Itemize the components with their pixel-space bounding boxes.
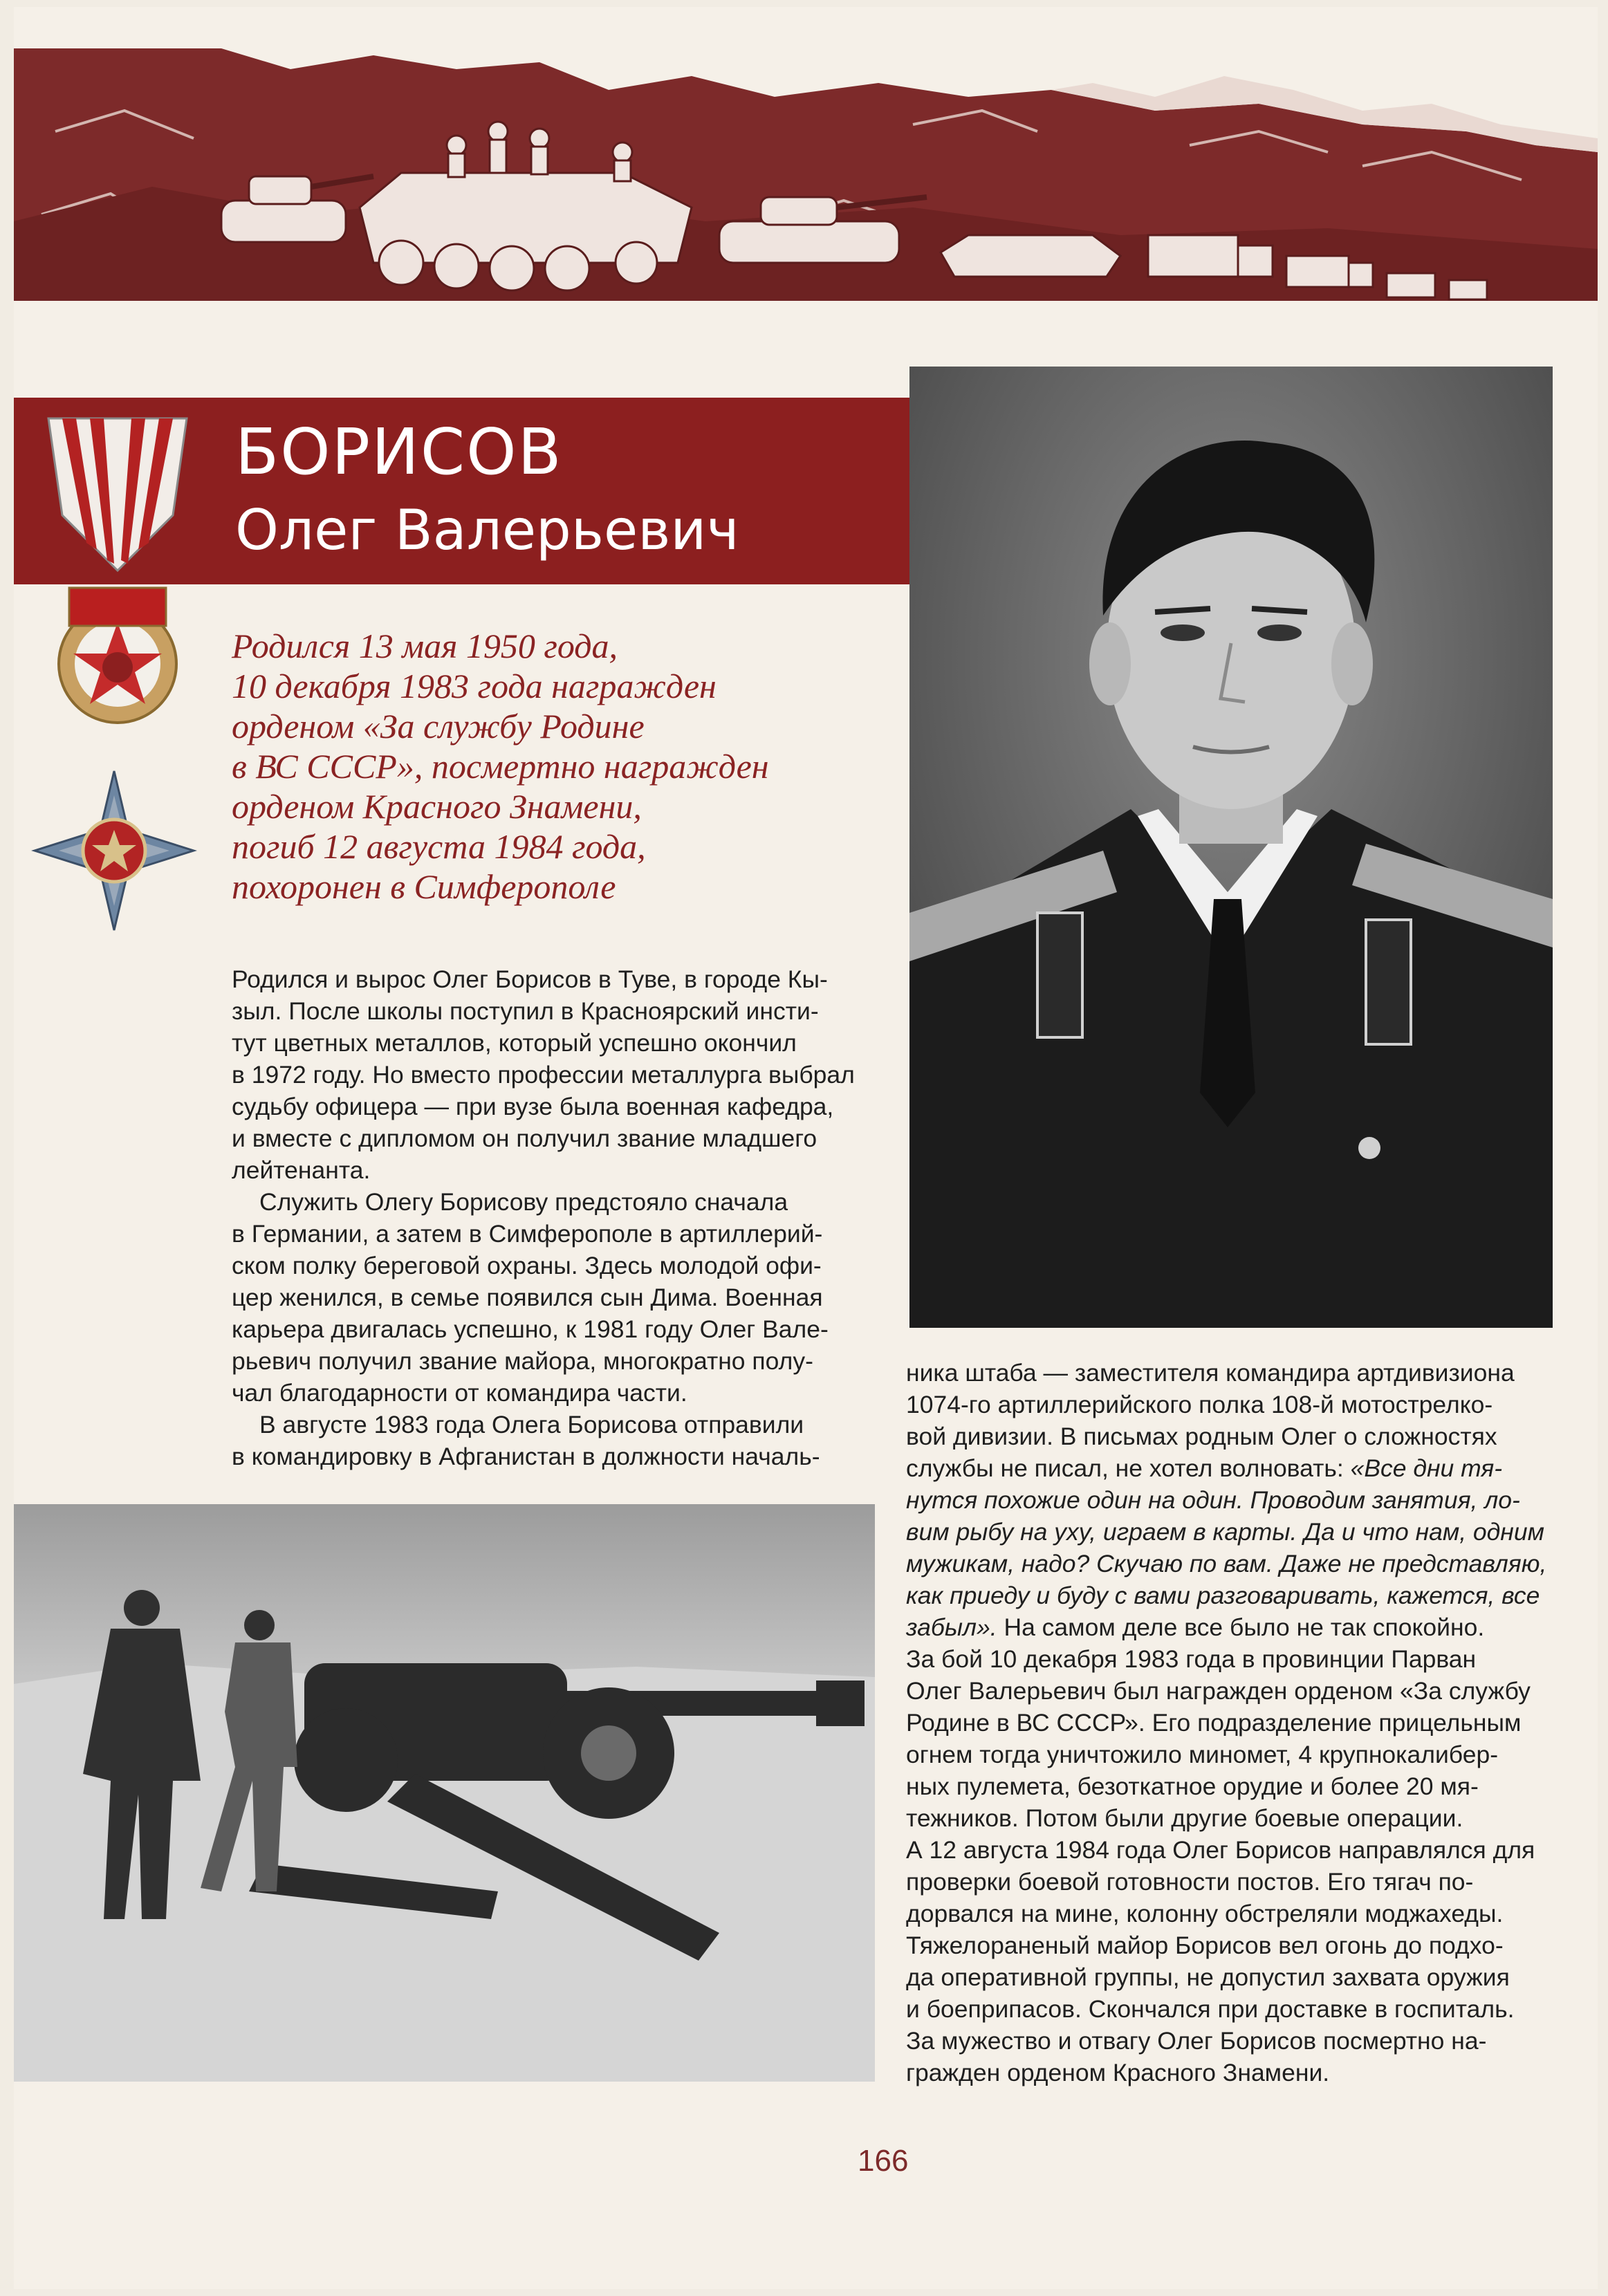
text-line: лейтенанта. [232, 1156, 371, 1184]
right-text-column [906, 1357, 1556, 2089]
text-line: гражден орденом Красного Знамени. [906, 2059, 1330, 2086]
text-line: в Германии, а затем в Симферополе в артиллерий- [232, 1220, 823, 1248]
text-line: Служить Олегу Борисову предстояло сначала [259, 1188, 788, 1216]
header-banner-illustration [14, 48, 1598, 301]
text-line: Тяжелораненый майор Борисов вел огонь до подхо- [906, 1932, 1504, 1959]
quote-span: забыл». [906, 1613, 997, 1641]
text-line: Родился и вырос Олег Борисов в Туве, в городе Кы- [232, 965, 828, 993]
soviet-ribbon-medal-icon [35, 411, 201, 595]
text-line: чал благодарности от командира части. [232, 1379, 687, 1407]
red-banner-order-icon [48, 581, 187, 743]
surname-heading: БОРИСОВ [235, 415, 563, 489]
lead-line: в ВС СССР», посмертно награжден [232, 747, 769, 786]
portrait-photo [909, 367, 1553, 1328]
text-span: На самом деле все было не так спокойно. [997, 1613, 1485, 1641]
text-line: в 1972 году. Но вместо профессии металлурга выбрал [232, 1061, 855, 1089]
given-names-heading: Олег Валерьевич [235, 498, 739, 562]
text-line [906, 1611, 1556, 1643]
text-line: цер женился, в семье появился сын Дима. Военная [232, 1284, 823, 1311]
text-line: да оперативной группы, не допустил захвата оружия [906, 1963, 1510, 1991]
text-line [906, 1548, 1556, 1580]
text-line: ных пулемета, безоткатное орудие и более 20 мя- [906, 1772, 1479, 1800]
star-order-icon [31, 768, 197, 937]
text-line: За мужество и отвагу Олег Борисов посмертно на- [906, 2027, 1487, 2055]
text-line: ника штаба — заместителя командира артдивизиона [906, 1359, 1515, 1387]
page-number: 166 [858, 2144, 909, 2178]
lead-line: орденом «За службу Родине [232, 707, 645, 746]
text-line: Родине в ВС СССР». Его подразделение прицельным [906, 1709, 1522, 1737]
text-line: судьбу офицера — при вузе была военная кафедра, [232, 1093, 834, 1120]
text-line: ском полку береговой охраны. Здесь молодой офи- [232, 1252, 822, 1279]
left-text-column [232, 963, 896, 1472]
text-span: службы не писал, не хотел волновать: [906, 1454, 1351, 1482]
quote-span: нутся похожие один на один. Проводим занятия, ло- [906, 1486, 1520, 1514]
lead-line: погиб 12 августа 1984 года, [232, 827, 646, 866]
lead-summary [232, 626, 923, 907]
quote-span: «Все дни тя- [1350, 1454, 1503, 1482]
artillery-photo [14, 1504, 875, 2082]
text-line: вой дивизии. В письмах родным Олег о сложностях [906, 1423, 1497, 1450]
text-line: огнем тогда уничтожило миномет, 4 крупнокалибер- [906, 1741, 1499, 1768]
quote-span: вим рыбу на уху, играем в карты. Да и что нам, одним [906, 1518, 1544, 1546]
text-line: рьевич получил звание майора, многократно полу- [232, 1347, 813, 1375]
text-line [906, 1452, 1556, 1484]
lead-line: Родился 13 мая 1950 года, [232, 627, 618, 665]
text-line: зыл. После школы поступил в Красноярский инсти- [232, 997, 819, 1025]
text-line: тут цветных металлов, который успешно окончил [232, 1029, 797, 1057]
lead-line: орденом Красного Знамени, [232, 787, 642, 826]
text-line: 1074-го артиллерийского полка 108-й мотострелко- [906, 1391, 1493, 1418]
text-line [906, 1516, 1556, 1548]
text-line: дорвался на мине, колонну обстреляли моджахеды. [906, 1900, 1504, 1927]
text-line: Олег Валерьевич был награжден орденом «За службу [906, 1677, 1531, 1705]
quote-span: мужикам, надо? Скучаю по вам. Даже не представляю, [906, 1550, 1547, 1577]
text-line: в командировку в Афганистан в должности началь- [232, 1443, 820, 1470]
quote-span: как приеду и буду с вами разговаривать, кажется, все [906, 1582, 1540, 1609]
text-line: тежников. Потом были другие боевые операции. [906, 1804, 1463, 1832]
text-line [906, 1484, 1556, 1516]
lead-line: 10 декабря 1983 года награжден [232, 667, 717, 705]
text-line: За бой 10 декабря 1983 года в провинции Парван [906, 1645, 1477, 1673]
text-line: карьера двигалась успешно, к 1981 году Олег Вале- [232, 1315, 829, 1343]
text-line [906, 1580, 1556, 1611]
text-line: В августе 1983 года Олега Борисова отправили [259, 1411, 804, 1438]
text-line: и боеприпасов. Скончался при доставке в госпиталь. [906, 1995, 1515, 2023]
text-line: и вместе с дипломом он получил звание младшего [232, 1124, 817, 1152]
lead-line: похоронен в Симферополе [232, 867, 616, 906]
text-line: А 12 августа 1984 года Олег Борисов направлялся для [906, 1836, 1535, 1864]
text-line: проверки боевой готовности постов. Его тягач по- [906, 1868, 1474, 1896]
